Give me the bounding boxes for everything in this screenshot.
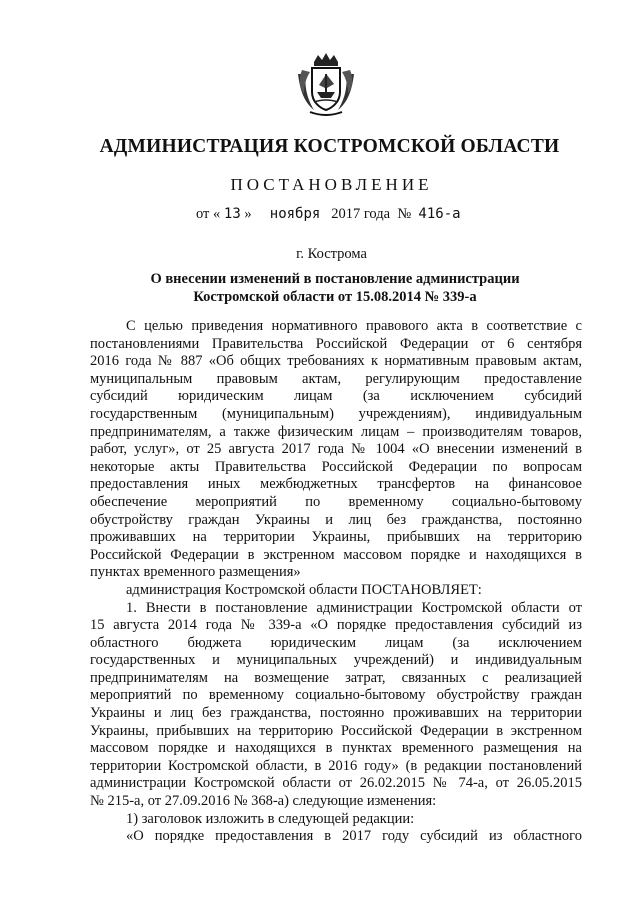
- body-line: № 215-а, от 27.09.2016 № 368-а) следующие изменения:: [90, 793, 437, 810]
- body-line: мероприятий по временному социально-бытовому обустройству граждан: [90, 687, 582, 704]
- body-line: 1) заголовок изложить в следующей редакции:: [126, 810, 415, 827]
- body-line: администрации Костромской области от 26.02.2015 № 74-а, от 26.05.2015: [90, 775, 582, 792]
- body-line: С целью приведения нормативного правового акта в соответствие с: [126, 318, 582, 334]
- body-line: постановлениями Правительства Российской Федерации от 6 сентября: [90, 335, 582, 352]
- body-line: предоставления иных межбюджетных трансфертов на финансовое: [90, 476, 582, 493]
- body-line: массовом порядке и находящихся в пунктах временного размещения на: [90, 740, 582, 757]
- body-line: обустройству граждан Украины и лиц без гражданства, постоянно: [90, 511, 582, 528]
- body-line: Российской Федерации в экстренном массовом порядке и находящихся в: [90, 546, 582, 563]
- body-line: 2016 года № 887 «Об общих требованиях к нормативным правовым актам,: [90, 353, 582, 370]
- city-line: г. Кострома: [296, 246, 367, 262]
- body-line: государственных и муниципальных учреждений) и индивидуальным: [90, 652, 582, 669]
- body-line: территории Костромской области, в 2016 году» (в редакции постановлений: [90, 757, 582, 774]
- date-prefix: от «: [196, 206, 221, 222]
- subject-line: О внесении изменений в постановление администрации: [150, 271, 520, 287]
- body-line: Украины, прибывших на территорию Российской Федерации в экстренном: [90, 722, 582, 739]
- body-line: пунктах временного размещения»: [90, 564, 301, 581]
- body-line: некоторые акты Правительства Российской Федерации по вопросам: [90, 458, 582, 475]
- body-line: «О порядке предоставления в 2017 году субсидий из областного: [126, 828, 582, 845]
- body-line: государственным (муниципальным) учреждениям), индивидуальным: [90, 405, 582, 422]
- body-line: 15 августа 2014 года № 339-а «О порядке предоставления субсидий из: [90, 617, 582, 634]
- document-body: [90, 318, 582, 846]
- document-number: 416-а: [418, 206, 461, 222]
- date-month: ноября: [269, 206, 321, 222]
- document-subject: [120, 270, 550, 306]
- body-line: обеспечение мероприятий по временному социально-бытовому: [90, 493, 582, 510]
- date-day: 13: [223, 206, 241, 222]
- body-line: работ, услуг», от 25 августа 2017 года № 1004 «О внесении изменений в: [90, 441, 582, 458]
- body-line: Украины и лиц без гражданства, постоянно проживавших на территории: [90, 705, 582, 722]
- body-line: областного бюджета юридическим лицам (за исключением: [90, 634, 582, 651]
- body-line: предпринимателям на возмещение затрат, связанных с реализацией: [90, 669, 582, 686]
- date-quote-close: »: [244, 206, 252, 222]
- body-line: муниципальным правовым актам, регулирующим предоставление: [90, 370, 582, 387]
- body-line: администрация Костромской области ПОСТАНОВЛЯЕТ:: [126, 581, 482, 598]
- organization-title: АДМИНИСТРАЦИЯ КОСТРОМСКОЙ ОБЛАСТИ: [99, 136, 560, 157]
- body-line: 1. Внести в постановление администрации Костромской области от: [126, 599, 582, 616]
- body-line: предпринимателям, а также физическим лицам – производителям товаров,: [90, 423, 582, 440]
- date-line: [196, 206, 461, 223]
- document-type-title: ПОСТАНОВЛЕНИЕ: [230, 175, 433, 194]
- subject-line: Костромской области от 15.08.2014 № 339-а: [193, 289, 477, 305]
- body-line: субсидий юридическим лицам (за исключением субсидий: [90, 388, 582, 405]
- date-year: 2017 года: [331, 206, 391, 222]
- body-line: проживавших на территории Украины, прибывших на территорию: [90, 529, 582, 546]
- number-sign: №: [397, 206, 412, 222]
- kostroma-coat-of-arms-icon: [294, 52, 358, 118]
